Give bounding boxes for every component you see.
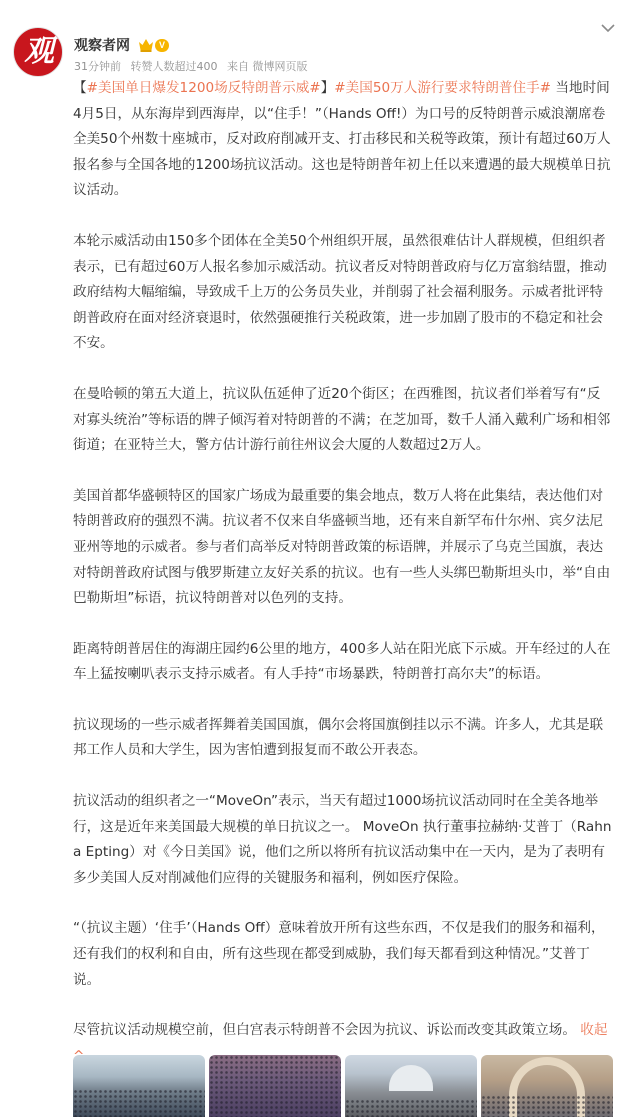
topic-link-2[interactable]: #美国50万人游行要求特朗普住手# [334,80,552,96]
photo-thumbnail[interactable] [209,1055,341,1117]
crown-icon [138,38,154,52]
paragraph-5: 距离特朗普居住的海湖庄园约6公里的地方，400多人站在阳光底下示威。开车经过的人在车上猛按喇叭表示支持示威者。有人手持“市场暴跌，特朗普打高尔夫”的标语。 [73,640,611,683]
paragraph-8: “（抗议主题）‘住手’（Hands Off）意味着放开所有这些东西，不仅是我们的服务和福利，还有我们的权利和自由，所有这些现在都受到威胁，我们每天都看到这种情况。”艾普丁说。 [73,920,605,988]
author-name[interactable]: 观察者网 [74,38,130,54]
paragraph-7: 抗议活动的组织者之一“MoveOn”表示，当天有超过1000场抗议活动同时在全美各地举行，这是近年来美国最大规模的单日抗议之一。 MoveOn 执行董事拉赫纳·艾普丁（Rahna Epting）对《今日美国》说，他们之所以将所有抗议活动集中在一天内，是为了表明有多少美国人反对削减他们应得的关键服务和福利，例如医疗保险。 [73,793,612,886]
bracket-close: 】 [320,80,335,96]
author-row [74,34,169,56]
paragraph-6: 抗议现场的一些示威者挥舞着美国国旗，偶尔会将国旗倒挂以示不满。许多人，尤其是联邦工作人员和大学生，因为害怕遭到报复而不敢公开表态。 [73,716,604,759]
paragraph-4: 美国首都华盛顿特区的国家广场成为最重要的集会地点，数万人将在此集结，表达他们对特朗普政府的强烈不满。抗议者不仅来自华盛顿当地，还有来自新罕布什尔州、宾夕法尼亚州等地的示威者。参与者们高举反对特朗普政策的标语牌，并展示了乌克兰国旗，表达对特朗普政府试图与俄罗斯建立友好关系的抗议。也有一些人头绑巴勒斯坦头巾，举“自由巴勒斯坦”标语，抗议特朗普对以色列的支持。 [73,487,611,607]
paragraph-3: 在曼哈顿的第五大道上，抗议队伍延伸了近20个街区；在西雅图，抗议者们举着写有“反对寡头统治”等标语的牌子倾泻着对特朗普的不满；在芝加哥，数千人涌入戴利广场和相邻街道；在亚特兰大，警方估计游行前往州议会大厦的人数超过2万人。 [73,385,611,454]
post-meta [74,58,314,74]
logo-icon: 观 [24,34,54,69]
chevron-down-icon[interactable] [600,21,616,35]
paragraph-2: 本轮示威活动由150多个团体在全美50个州组织开展，虽然很难估计人群规模，但组织者表示，已有超过60万人报名参加示威活动。抗议者反对特朗普政府与亿万富翁结盟，推动政府结构大幅缩编，导致成千上万的公务员失业，并削弱了社会福利服务。示威者批评特朗普政府在面对经济衰退时，依然强硬推行关税政策，进一步加剧了股市的不稳定和社会不安。 [73,232,607,352]
topic-link-1[interactable]: #美国单日爆发1200场反特朗普示威# [86,80,321,96]
paragraph-1 [73,76,613,204]
level-badge: V [155,39,169,52]
image-gallery [73,1055,613,1117]
avatar[interactable] [13,27,63,77]
photo-thumbnail[interactable] [345,1055,477,1117]
repost-count: 转赞人数超过400 [130,60,218,73]
bracket-open: 【 [73,80,87,96]
photo-thumbnail[interactable] [73,1055,205,1117]
post-header [0,0,635,76]
post-content [73,76,613,1094]
paragraph-9-body: 尽管抗议活动规模空前，但白宫表示特朗普不会因为抗议、诉讼而改变其政策立场。 [73,1022,576,1039]
paragraph-1-body: 当地时间4月5日，从东海岸到西海岸，以“住手！”（Hands Off!）为口号的反特朗普示威浪潮席卷全美50个州数十座城市，反对政府削减开支、打击移民和关税等政策，预计有超过60万人报名参与全国各地的1200场抗议活动。这也是特朗普年初上任以来遭遇的最大规模单日抗议活动。 [73,80,611,199]
post-source: 来自 微博网页版 [227,60,308,73]
post-time[interactable]: 31分钟前 [74,60,121,73]
collapse-label: 收起 [580,1022,608,1039]
photo-thumbnail[interactable] [481,1055,613,1117]
